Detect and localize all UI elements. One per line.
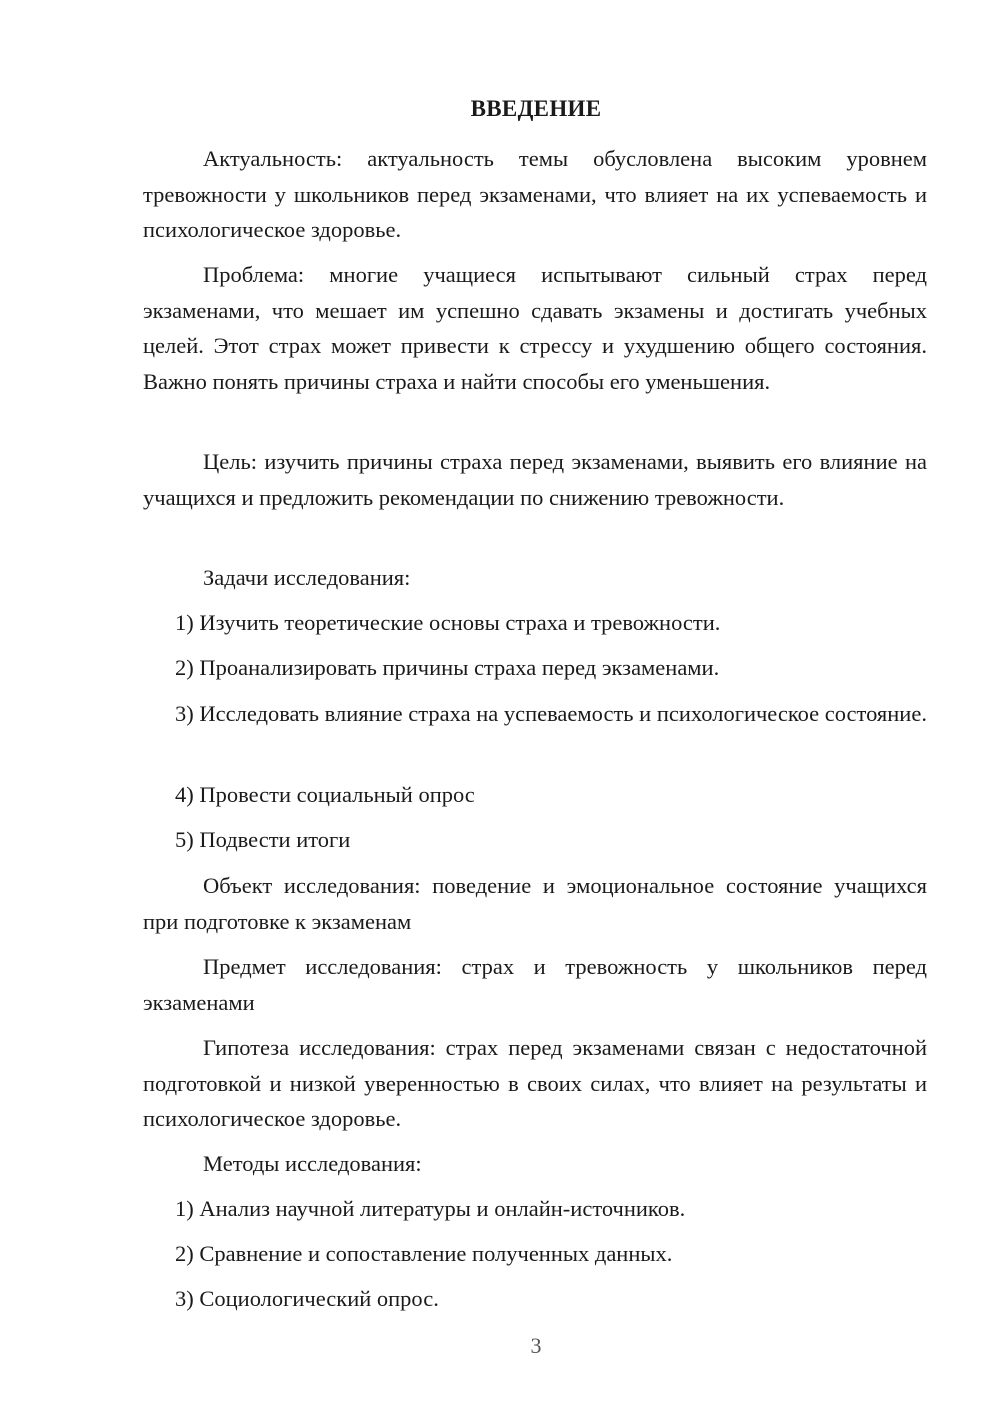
method-item: 1) Анализ научной литературы и онлайн-источников. bbox=[175, 1196, 686, 1221]
methods-heading: Методы исследования: bbox=[203, 1151, 422, 1176]
hypothesis-paragraph: Гипотеза исследования: страх перед экзаменами связан с недостаточной подготовкой и низкой уверенностью в своих силах, что влияет на результаты и психологическое здоровье. bbox=[143, 1035, 927, 1131]
tasks-heading: Задачи исследования: bbox=[203, 565, 411, 590]
relevance-paragraph: Актуальность: актуальность темы обусловлена высоким уровнем тревожности у школьников перед экзаменами, что влияет на их успеваемость и психологическое здоровье. bbox=[143, 146, 927, 242]
task-item: 3) Исследовать влияние страха на успеваемость и психологическое состояние. bbox=[175, 701, 927, 726]
goal-paragraph: Цель: изучить причины страха перед экзаменами, выявить его влияние на учащихся и предложить рекомендации по снижению тревожности. bbox=[143, 449, 927, 510]
task-item: 5) Подвести итоги bbox=[175, 827, 351, 852]
method-item: 3) Социологический опрос. bbox=[175, 1286, 439, 1311]
object-paragraph: Объект исследования: поведение и эмоциональное состояние учащихся при подготовке к экзаменам bbox=[143, 873, 927, 934]
page-title: ВВЕДЕНИЕ bbox=[470, 96, 602, 121]
subject-paragraph: Предмет исследования: страх и тревожность у школьников перед экзаменами bbox=[143, 954, 927, 1015]
problem-paragraph: Проблема: многие учащиеся испытывают сильный страх перед экзаменами, что мешает им успешно сдавать экзамены и достигать учебных целей. Этот страх может привести к стрессу и ухудшению общего состояния. Важно понять причины страха и найти способы его уменьшения. bbox=[143, 262, 927, 394]
task-item: 2) Проанализировать причины страха перед экзаменами. bbox=[175, 655, 720, 680]
task-item: 4) Провести социальный опрос bbox=[175, 782, 475, 807]
method-item: 2) Сравнение и сопоставление полученных данных. bbox=[175, 1241, 673, 1266]
task-item: 1) Изучить теоретические основы страха и тревожности. bbox=[175, 610, 721, 635]
page-number: 3 bbox=[530, 1333, 542, 1358]
